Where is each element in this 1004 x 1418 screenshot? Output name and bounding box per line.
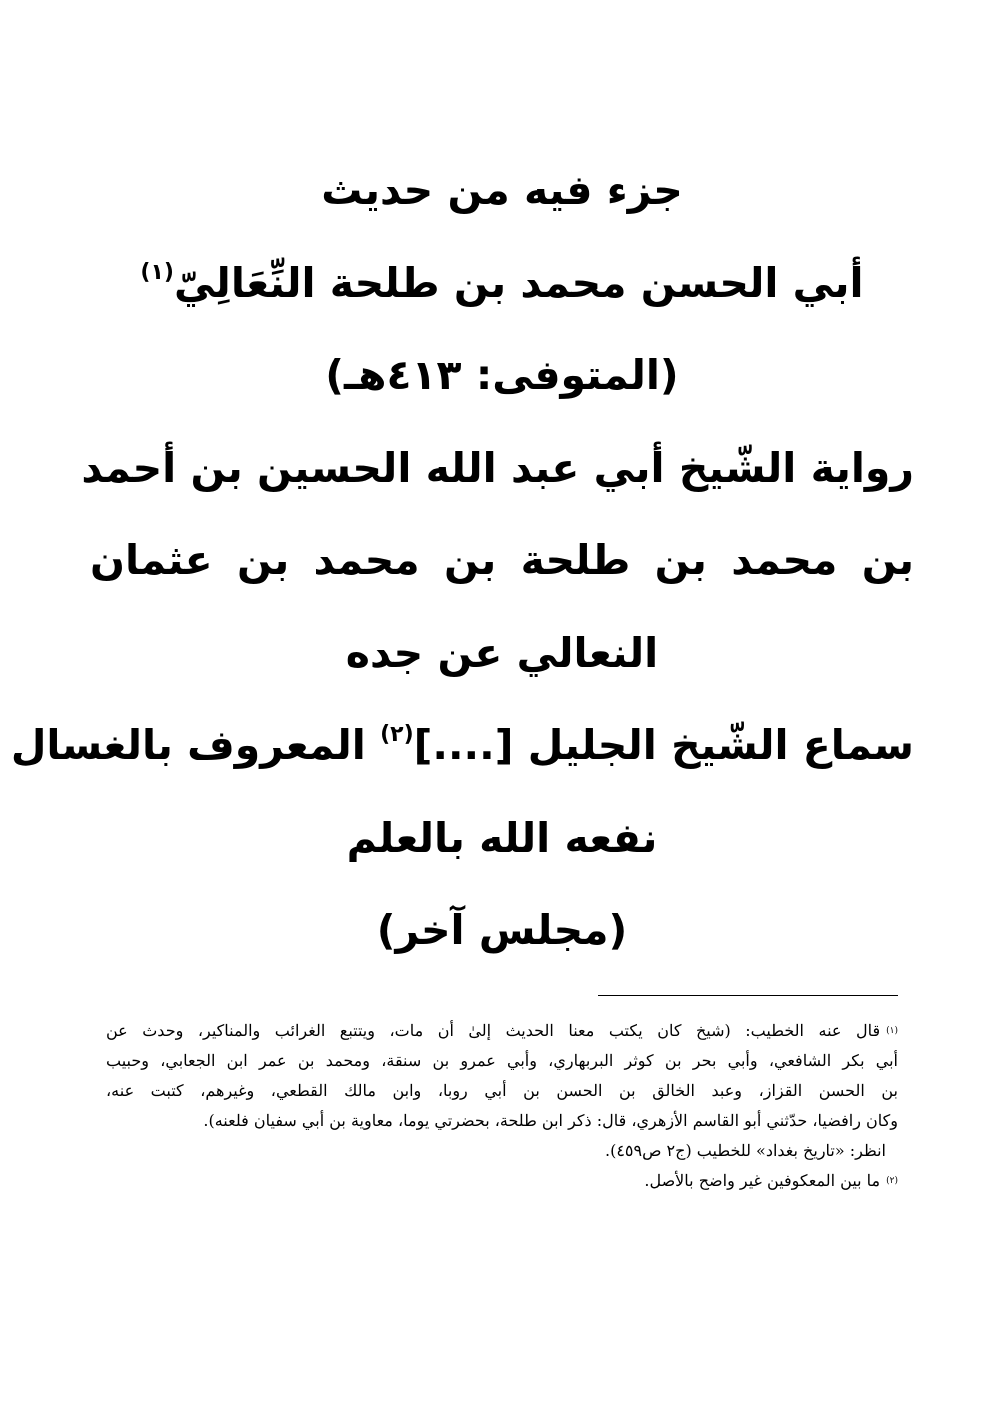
footnote-2-marker: (٢) — [886, 1176, 898, 1186]
title-block — [10, 166, 914, 1003]
footnotes — [106, 1016, 898, 1196]
majlis-label: (مجلس آخر) — [376, 906, 628, 954]
title-line-7 — [10, 721, 914, 769]
footnote-1 — [106, 1016, 898, 1166]
footnote-ref-1[interactable]: (١) — [140, 259, 174, 285]
footnote-1-text-1: قال عنه الخطيب: (شيخ كان يكتب معنا الحديث إلىٰ أن مات، ويتتبع الغرائب والمناكير، وحدث عن — [106, 1021, 881, 1040]
footnote-2-text: ما بين المعكوفين غير واضح بالأصل. — [644, 1171, 881, 1190]
title-line-4: رواية الشّيخ أبي عبد الله الحسين بن أحمد — [81, 443, 914, 492]
sama-text: سماع الشّيخ الجليل [....] — [413, 721, 914, 769]
footnote-1-line-4: وكان رافضيا، حدّثني أبو القاسم الأزهري، قال: ذكر ابن طلحة، بحضرتي يوما، معاوية بن أبي سفيان فلعنه). — [203, 1111, 898, 1130]
known-as-text: المعروف بالغسال — [10, 721, 366, 769]
footnote-ref-2[interactable]: (٢) — [380, 722, 414, 747]
footnote-1-line-1 — [106, 1016, 898, 1046]
title-line-6: النعالي عن جده — [345, 628, 659, 677]
death-date: (المتوفى: ٤١٣هـ) — [325, 351, 679, 399]
title-line-2 — [90, 258, 914, 307]
footnote-1-line-3: بن الحسن القزاز، وعبد الخالق بن الحسن بن أبي روبا، وابن مالك القطعي، وغيرهم، كتبت عنه، — [106, 1081, 898, 1100]
footnote-separator — [598, 995, 898, 996]
footnote-2 — [106, 1166, 898, 1196]
footnote-1-marker: (١) — [886, 1026, 899, 1036]
title-line-5: بن محمد بن طلحة بن محمد بن عثمان — [90, 536, 914, 584]
author-name: أبي الحسن محمد بن طلحة النِّعَالِيّ — [173, 258, 864, 307]
title-line-1: جزء فيه من حديث — [321, 166, 683, 214]
footnote-1-line-2: أبي بكر الشافعي، وأبي بحر بن كوثر البربهاري، وأبي عمرو بن سنقة، ومحمد بن عمر ابن الجعابي، وحبيب — [106, 1051, 898, 1070]
footnote-1-source: انظر: «تاريخ بغداد» للخطيب (ج٢ ص٤٥٩). — [604, 1141, 886, 1160]
title-line-8: نفعه الله بالعلم — [346, 813, 658, 862]
